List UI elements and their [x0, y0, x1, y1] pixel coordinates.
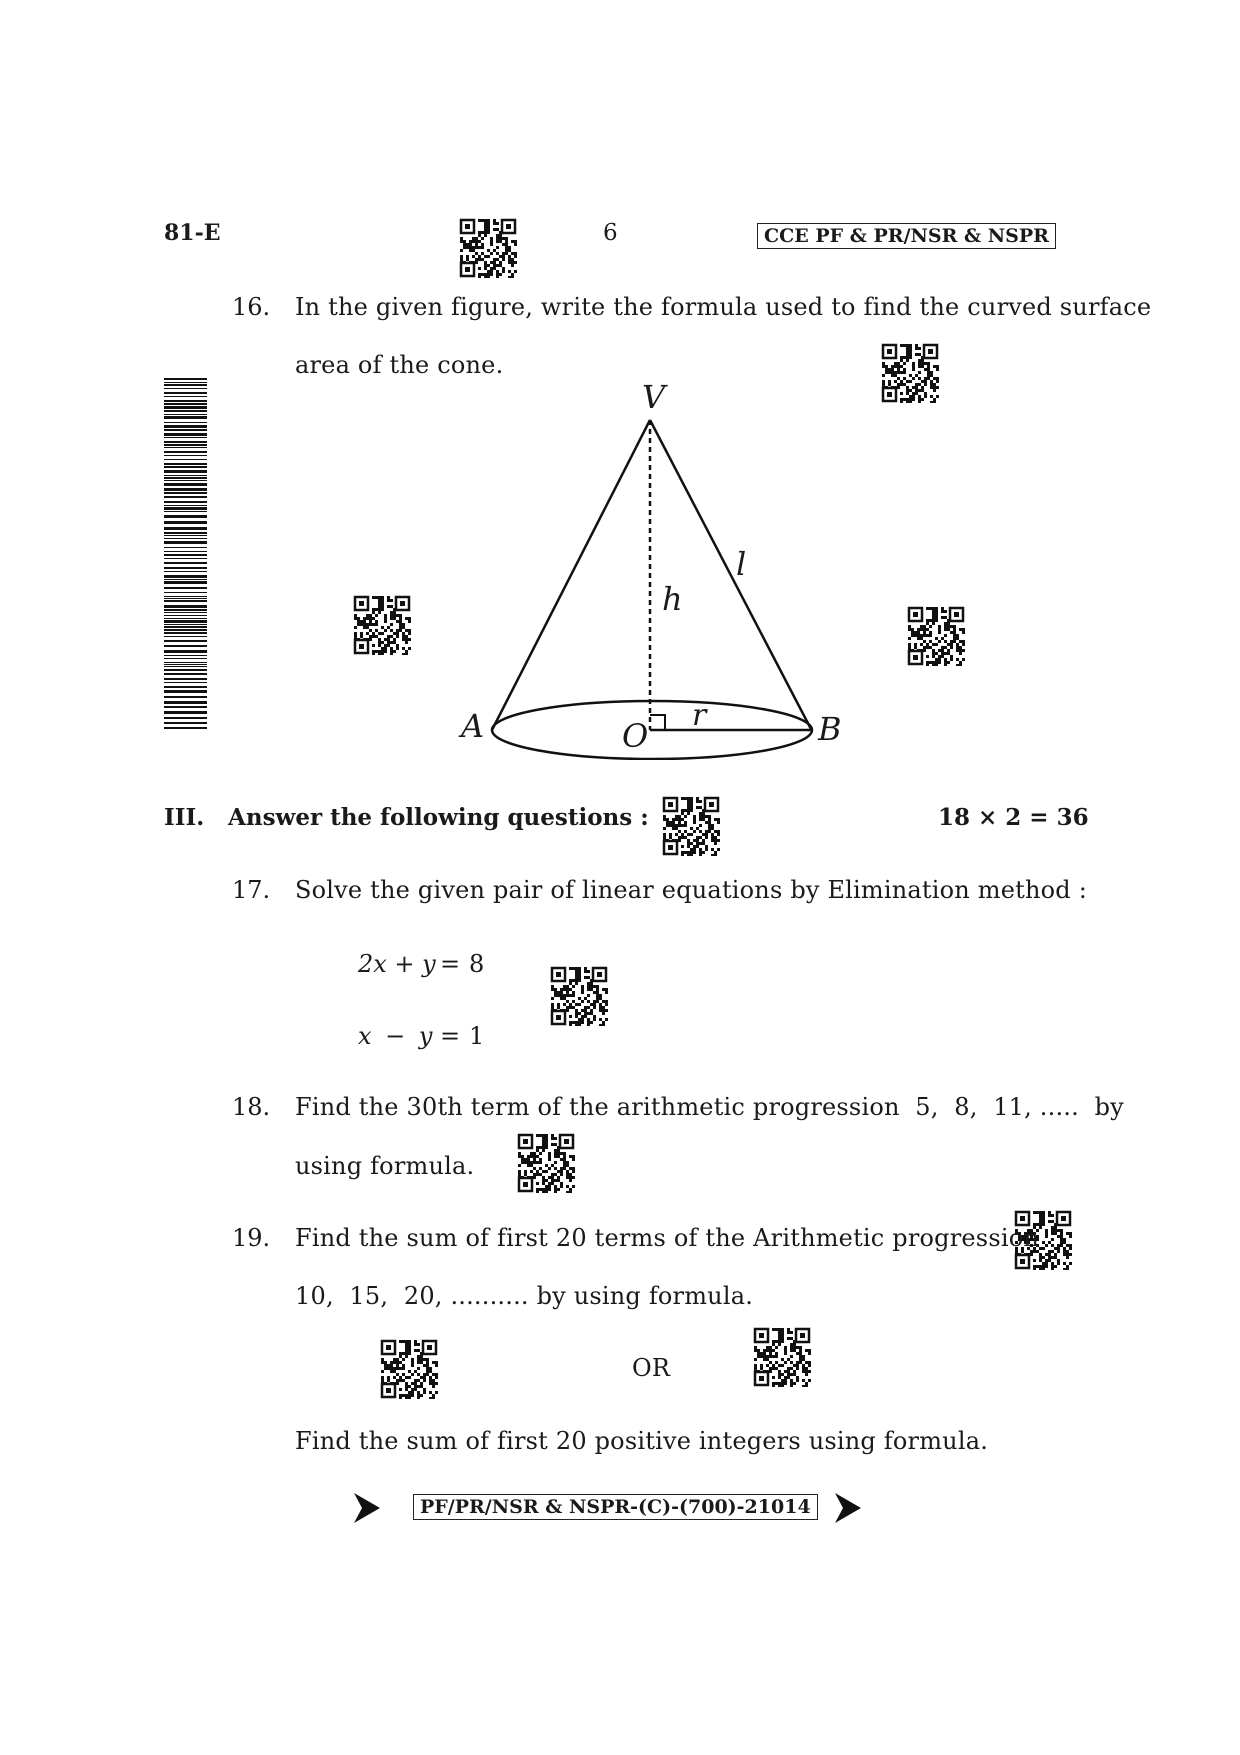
question-number: 19.	[232, 1224, 271, 1252]
qr-code-icon	[459, 218, 517, 278]
section-number: III.	[164, 804, 205, 831]
or-separator: OR	[632, 1354, 671, 1382]
equation-1-equals: =	[440, 950, 461, 978]
page-number: 6	[603, 220, 618, 246]
qr-code-icon	[907, 606, 965, 666]
question-number: 18.	[232, 1093, 271, 1121]
slant-height-label: l	[736, 545, 747, 583]
right-angle-mark	[650, 715, 665, 730]
question-text: Solve the given pair of linear equations by Elimination method :	[295, 876, 1087, 904]
equation-2-equals: =	[440, 1022, 461, 1050]
qr-code-icon	[550, 966, 608, 1026]
point-a-label: A	[461, 707, 485, 745]
question-text: Find the 30th term of the arithmetic progression 5, 8, 11, ..... by	[295, 1093, 1124, 1121]
qr-code-icon	[753, 1327, 811, 1387]
vertex-label: V	[642, 378, 666, 416]
equation-1-rhs: 8	[469, 950, 485, 978]
question-text: In the given figure, write the formula used to find the curved surface	[295, 293, 1152, 321]
barcode-icon	[164, 378, 207, 730]
paper-code: 81-E	[164, 220, 221, 246]
center-o-label: O	[622, 717, 649, 755]
radius-label: r	[692, 698, 707, 733]
height-label: h	[662, 580, 683, 618]
qr-code-icon	[517, 1133, 575, 1193]
point-b-label: B	[818, 710, 842, 748]
question-text: 10, 15, 20, .......... by using formula.	[295, 1282, 754, 1310]
section-title: Answer the following questions :	[228, 804, 649, 831]
equation-2-rhs: 1	[469, 1022, 485, 1050]
question-number: 16.	[232, 293, 271, 321]
equation-1-lhs: 2x + y	[358, 950, 436, 978]
footer-code: PF/PR/NSR & NSPR-(C)-(700)-21014	[413, 1494, 818, 1520]
question-text: Find the sum of first 20 positive integers using formula.	[295, 1427, 989, 1455]
question-text: using formula.	[295, 1152, 475, 1180]
question-number: 17.	[232, 876, 271, 904]
qr-code-icon	[353, 595, 411, 655]
qr-code-icon	[662, 796, 720, 856]
slant-edge-vb	[650, 420, 812, 731]
arrow-right-icon	[352, 1491, 382, 1525]
arrow-right-icon	[833, 1491, 863, 1525]
qr-code-icon	[881, 343, 939, 403]
equation-2-lhs: x − y	[358, 1022, 433, 1050]
exam-tag: CCE PF & PR/NSR & NSPR	[757, 223, 1056, 249]
slant-edge-va	[492, 420, 650, 730]
question-text: area of the cone.	[295, 351, 504, 379]
cone-figure	[450, 380, 870, 760]
section-marks: 18 × 2 = 36	[938, 804, 1089, 831]
question-text: Find the sum of first 20 terms of the Arithmetic progression	[295, 1224, 1040, 1252]
qr-code-icon	[380, 1339, 438, 1399]
